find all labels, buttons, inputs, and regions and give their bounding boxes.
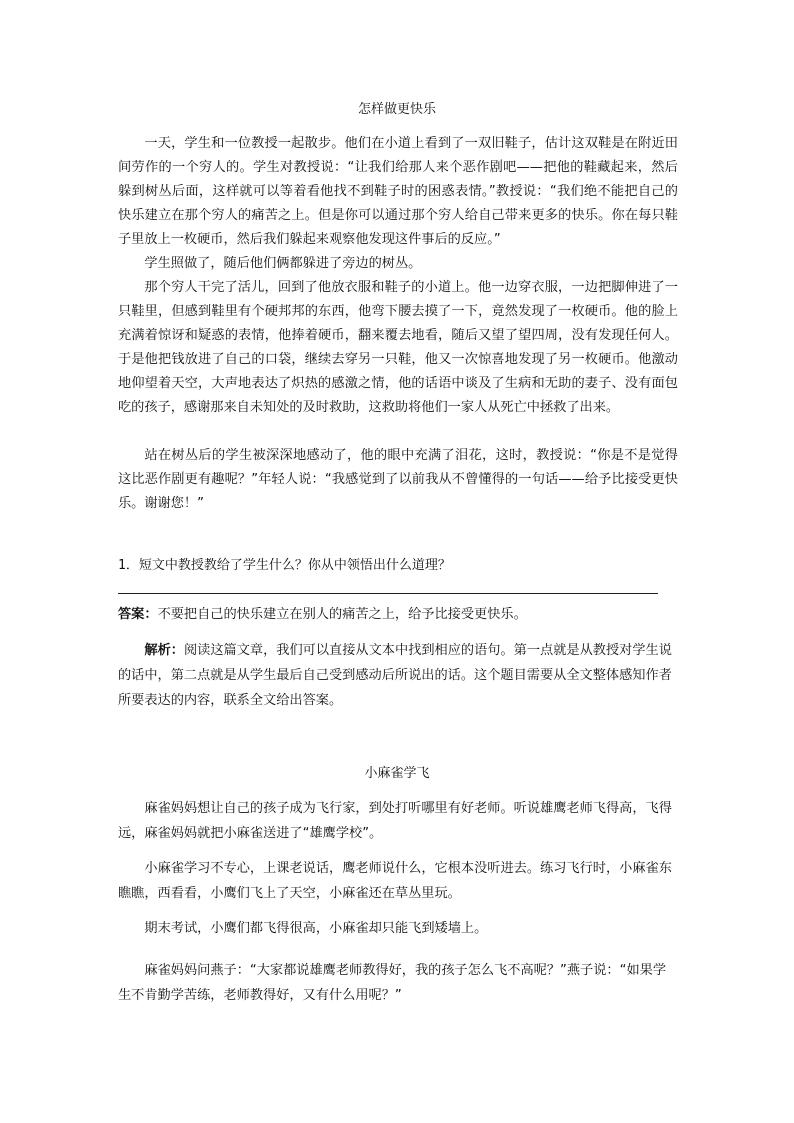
answer: [118, 602, 678, 627]
analysis: [118, 638, 678, 713]
analysis-label: 解析：: [144, 643, 184, 658]
story1-title: 怎样做更快乐: [357, 102, 436, 117]
story1-paragraph-2: 学生照做了，随后他们俩都躲进了旁边的树丛。: [144, 256, 422, 271]
analysis-text: 阅读这篇文章，我们可以直接从文本中找到相应的语句。第一点就是从教授对学生说的话中，第二点就是从学生最后自己受到感动后所说出的话。这个题目需要从全文整体感知作者所要表达的内容，联系全文给出答案。: [118, 643, 672, 708]
story1-paragraph-3: 那个穷人干完了活儿，回到了他放衣服和鞋子的小道上。他一边穿衣服，一边把脚伸进了一只鞋里，但感到鞋里有个硬邦邦的东西，他弯下腰去摸了一下，竟然发现了一枚硬币。他的脸上充满着惊讶和疑惑的表情，他捧着硬币，翻来覆去地看，随后又望了望四周，没有发现任何人。于是他把钱放进了自己的口袋，继续去穿另一只鞋，他又一次惊喜地发现了另一枚硬币。他激动地仰望着天空，大声地表达了炽热的感激之情，他的话语中谈及了生病和无助的妻子、没有面包吃的孩子，感谢那来自未知处的及时救助，这救助将他们一家人从死亡中拯救了出来。: [118, 280, 678, 415]
story2-title: 小麻雀学飞: [364, 766, 430, 781]
story2-paragraph-4: 麻雀妈妈问燕子：“大家都说雄鹰老师教得好，我的孩子怎么飞不高呢？”燕子说：“如果学生不肯勤学苦练，老师教得好，又有什么用呢？”: [118, 963, 667, 1003]
answer-label: 答案：: [118, 607, 158, 622]
story1-paragraph-4: 站在树丛后的学生被深深地感动了，他的眼中充满了泪花，这时，教授说：“你是不是觉得这比恶作剧更有趣呢？”年轻人说：“我感觉到了以前我从不曾懂得的一句话——给予比接受更快乐。谢谢您！”: [118, 448, 678, 511]
story2-paragraph-1: 麻雀妈妈想让自己的孩子成为飞行家，到处打听哪里有好老师。听说雄鹰老师飞得高，飞得远，麻雀妈妈就把小麻雀送进了“雄鹰学校”。: [118, 801, 672, 841]
story2-paragraph-2: 小麻雀学习不专心，上课老说话，鹰老师说什么，它根本没听进去。练习飞行时，小麻雀东瞧瞧，西看看，小鹰们飞上了天空，小麻雀还在草丛里玩。: [118, 861, 672, 901]
question-1: 1．短文中教授教给了学生什么？你从中领悟出什么道理？: [118, 558, 451, 573]
story1-paragraph-1: 一天，学生和一位教授一起散步。他们在小道上看到了一双旧鞋子，估计这双鞋是在附近田间劳作的一个穷人的。学生对教授说：“让我们给那人来个恶作剧吧——把他的鞋藏起来，然后躲到树丛后面，这样就可以等着看他找不到鞋子时的困惑表情。”教授说：“我们绝不能把自己的快乐建立在那个穷人的痛苦之上。但是你可以通过那个穷人给自己带来更多的快乐。你在每只鞋子里放上一枚硬币，然后我们躲起来观察他发现这件事后的反应。”: [118, 136, 678, 247]
story2-paragraph-3: 期末考试，小鹰们都飞得很高，小麻雀却只能飞到矮墙上。: [144, 921, 488, 936]
answer-text: 不要把自己的快乐建立在别人的痛苦之上，给予比接受更快乐。: [157, 607, 527, 622]
answer-line: [118, 593, 658, 594]
